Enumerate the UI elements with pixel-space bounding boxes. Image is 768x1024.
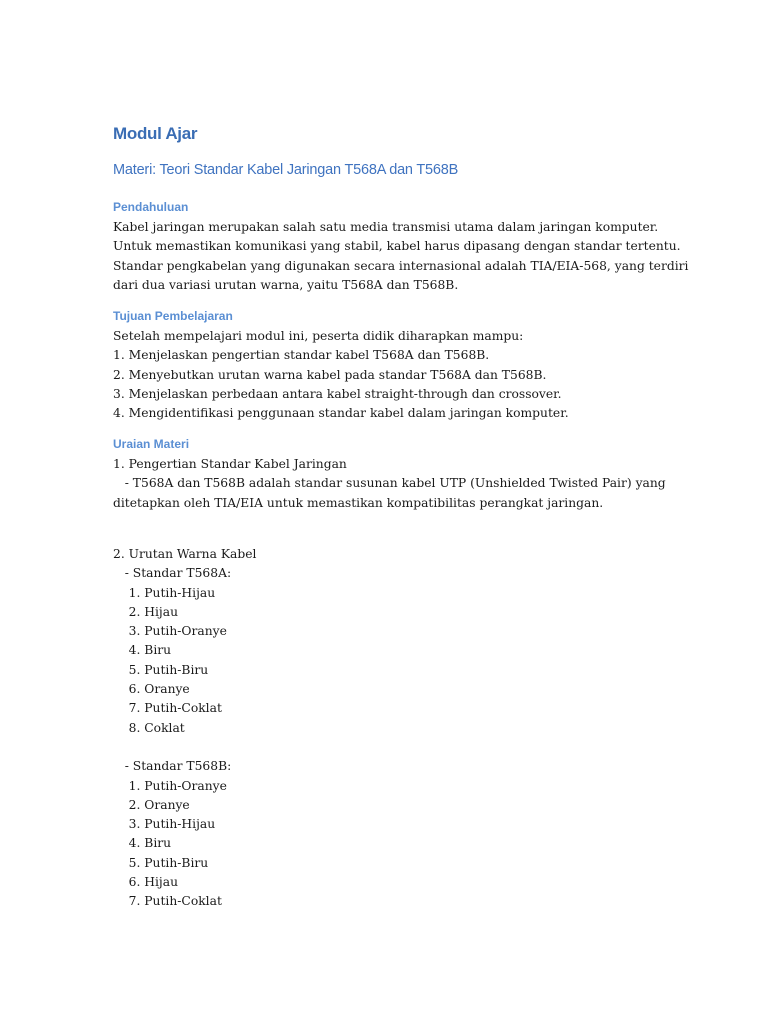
t568a-item: 8. Coklat — [113, 720, 185, 735]
t568a-label: - Standar T568A: — [113, 566, 232, 581]
section-heading-pendahuluan: Pendahuluan — [113, 200, 189, 214]
blank-line — [113, 738, 256, 757]
tujuan-list — [113, 327, 569, 423]
part2-title: 2. Urutan Warna Kabel — [113, 547, 257, 561]
document-title: Modul Ajar — [113, 124, 198, 143]
section-heading-uraian: Uraian Materi — [113, 437, 190, 451]
t568a-item: 1. Putih-Hijau — [113, 585, 216, 600]
t568b-item: 1. Putih-Oranye — [113, 778, 227, 793]
t568a-item: 3. Putih-Oranye — [113, 624, 227, 639]
list-item: - T568A dan T568B adalah standar susunan kabel UTP (Unshielded Twisted Pair) yang — [113, 476, 666, 491]
t568a-item: 2. Hijau — [113, 604, 178, 619]
t568b-item: 2. Oranye — [113, 797, 190, 812]
t568b-item: 3. Putih-Hijau — [113, 817, 216, 832]
pendahuluan-paragraph — [113, 218, 688, 295]
paragraph-line: Untuk memastikan komunikasi yang stabil, kabel harus dipasang dengan standar tertentu. — [113, 239, 681, 254]
t568a-item: 5. Putih-Biru — [113, 662, 209, 677]
t568a-item: 7. Putih-Coklat — [113, 701, 222, 716]
t568b-item: 6. Hijau — [113, 875, 178, 890]
t568a-item: 6. Oranye — [113, 682, 190, 697]
t568a-item: 4. Biru — [113, 643, 172, 658]
document-subtitle: Materi: Teori Standar Kabel Jaringan T568A dan T568B — [113, 162, 459, 178]
list-item: 1. Pengertian Standar Kabel Jaringan — [113, 457, 347, 471]
section-heading-tujuan: Tujuan Pembelajaran — [113, 309, 233, 323]
t568b-item: 7. Putih-Coklat — [113, 894, 222, 909]
list-item: 1. Menjelaskan pengertian standar kabel T568A dan T568B. — [113, 348, 490, 363]
uraian-part1 — [113, 455, 666, 513]
list-item: 4. Mengidentifikasi penggunaan standar kabel dalam jaringan komputer. — [113, 406, 569, 421]
paragraph-line: Standar pengkabelan yang digunakan secara internasional adalah TIA/EIA-568, yang terdiri — [113, 258, 689, 273]
t568b-label: - Standar T568B: — [113, 759, 232, 774]
list-item: 3. Menjelaskan perbedaan antara kabel straight-through dan crossover. — [113, 386, 562, 401]
t568b-item: 5. Putih-Biru — [113, 855, 209, 870]
list-item: Setelah mempelajari modul ini, peserta didik diharapkan mampu: — [113, 329, 524, 343]
list-item: ditetapkan oleh TIA/EIA untuk memastikan kompatibilitas perangkat jaringan. — [113, 495, 604, 510]
paragraph-line: dari dua variasi urutan warna, yaitu T568A dan T568B. — [113, 277, 459, 292]
t568b-item: 4. Biru — [113, 836, 172, 851]
list-item: 2. Menyebutkan urutan warna kabel pada standar T568A dan T568B. — [113, 367, 547, 382]
paragraph-line: Kabel jaringan merupakan salah satu media transmisi utama dalam jaringan komputer. — [113, 220, 659, 234]
uraian-part2 — [113, 545, 256, 912]
